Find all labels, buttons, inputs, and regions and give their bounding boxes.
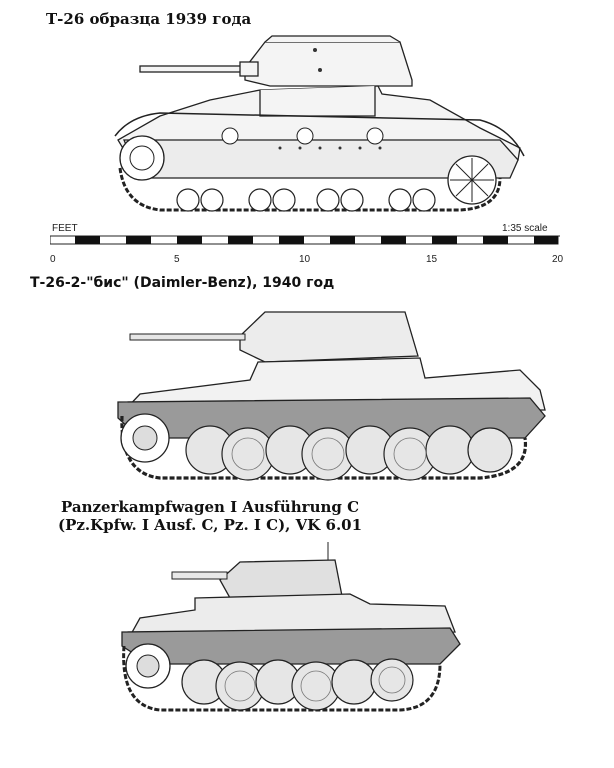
scale-ratio-label: 1:35 scale: [502, 223, 548, 234]
scale-unit-label: FEET: [52, 223, 78, 234]
tank3-title: [58, 498, 362, 534]
scale-tick-20: 20: [552, 254, 564, 265]
scale-tick-15: 15: [426, 254, 438, 265]
scale-tick-10: 10: [299, 254, 311, 265]
tank1-title: Т-26 образца 1939 года: [46, 10, 252, 28]
tank2-drawing: [100, 298, 550, 488]
tank3-title-line1: Panzerkampfwagen I Ausführung C: [61, 498, 360, 516]
scale-bar: [50, 218, 570, 268]
tank3-title-line2: (Pz.Kpfw. I Ausf. C, Pz. I C), VK 6.01: [58, 516, 363, 534]
tank3-drawing: [110, 540, 480, 720]
tank1-drawing: [100, 28, 530, 218]
scale-tick-0: 0: [50, 254, 56, 265]
scale-tick-5: 5: [174, 254, 180, 265]
tank2-title: Т-26-2-"бис" (Daimler-Benz), 1940 год: [30, 275, 335, 291]
